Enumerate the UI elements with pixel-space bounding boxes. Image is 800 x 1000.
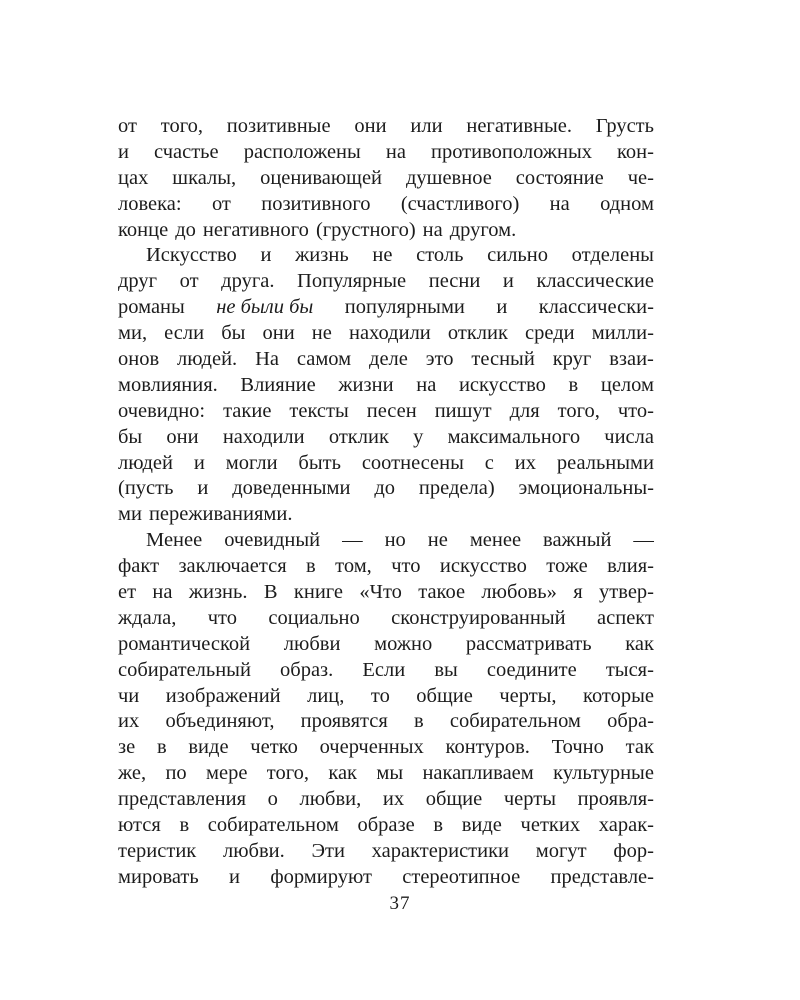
word: людей [118,451,174,474]
page-number: 37 [389,893,411,914]
word: у [413,425,424,448]
word: мы [376,762,404,785]
word: харак- [598,814,654,837]
word: виде [188,736,229,759]
word: доведенными [232,477,351,500]
word: ждала, [118,606,177,629]
word: тесный [471,348,535,371]
text-line [118,787,654,813]
word: как [328,762,358,785]
word: того, [160,115,203,137]
text-line [118,295,654,321]
word: но [384,529,406,552]
word: негативного [202,218,309,241]
word: если [164,322,205,345]
word: друга. [221,270,275,293]
word: на [385,140,406,163]
word: характеристики [371,839,510,862]
word: теристик [118,839,197,862]
word: можно [374,632,433,655]
word: четких [520,814,581,837]
word: мировать [118,865,199,888]
word: так [625,736,654,759]
word: в [306,555,316,578]
word: факт [118,555,160,578]
word: искусство [439,555,527,578]
word: образе [357,814,415,837]
word: друг [118,270,158,293]
word: заключается [178,555,287,578]
word: тыся- [605,658,654,681]
word: что [391,555,421,578]
word: до [175,218,196,241]
word: проявля- [577,788,654,811]
word: шкалы, [172,166,237,189]
word: могли [225,451,278,474]
word: они [354,115,387,137]
word: рассматривать [465,632,592,655]
word: черты, [499,684,557,707]
text-line [118,114,654,140]
word: не [372,244,393,267]
word: ются [118,814,161,837]
word: самом [296,348,352,371]
word: В [263,581,278,604]
word: негативные. [466,115,572,137]
word: целом [600,373,654,396]
text-line [118,269,654,295]
text-line [118,658,654,684]
text-line [118,347,654,373]
text-line [118,321,654,347]
word: реальными [556,451,654,474]
word: о [267,788,278,811]
text-line [118,502,654,528]
word: соедините [486,658,577,681]
word: жизнь [295,244,349,267]
text-line [118,425,654,451]
word: же, [118,762,147,785]
word: они [166,425,199,448]
word: взаи- [609,348,654,371]
word: любовь» [481,581,557,604]
text-line [118,528,654,554]
word: до [374,477,396,500]
text-line [118,761,654,787]
word: ет [118,581,137,604]
word: в [433,814,444,837]
word: Точно [551,736,604,759]
word: классические [536,270,654,293]
word: собирательном [207,814,339,837]
word: общие [425,788,483,811]
word: быть [298,451,341,474]
text-line [118,451,654,477]
text-line [118,735,654,761]
word: культурные [553,762,654,785]
word: ми [118,503,142,526]
word: утвер- [599,581,654,604]
word: их [118,710,140,733]
word: максимального [447,425,581,448]
word: их [382,788,405,811]
word: находили [348,322,431,345]
word: менее [469,529,522,552]
word: что- [617,399,654,422]
word: бы [118,425,143,448]
word: влия- [607,555,654,578]
word: от [211,192,231,215]
word: социально [268,606,360,629]
word: того, [557,399,600,422]
word: очевидно: [118,399,206,422]
word: любви [283,632,341,655]
word: душевное [405,166,492,189]
word: в [156,736,167,759]
word: в [413,710,424,733]
word: от [179,270,199,293]
word: бы [221,322,246,345]
text-line [118,166,654,192]
word: людей. [177,348,238,371]
word: на [549,192,570,215]
word: такие [223,399,272,422]
word: тексты [289,399,349,422]
word: на [152,581,173,604]
word: кон- [617,140,654,163]
word: ми, [118,322,148,345]
word: искусство [458,373,546,396]
word: лиц, [307,684,345,707]
word: и [197,477,209,500]
word: одном [600,192,654,215]
text-line [118,865,654,891]
word: сконструированный [391,606,566,629]
word: или [410,115,443,137]
word: среди [525,322,575,345]
word: Грусть [595,115,654,137]
word: и [118,140,129,163]
word: Эти [311,839,345,862]
word: расположены [243,140,361,163]
word: очерченных [319,736,424,759]
word: которые [583,684,654,707]
word: могут [535,839,587,862]
word: и [193,451,205,474]
word: находили [222,425,305,448]
text-line [118,554,654,580]
word: не [427,529,448,552]
word: очевидный [224,529,321,552]
word: в [568,373,579,396]
word: отклик [328,425,389,448]
word: как [625,632,654,655]
word: в [179,814,190,837]
word: зе [118,736,136,759]
word: отклик [447,322,508,345]
word: счастье [154,140,219,163]
word: фор- [613,839,654,862]
word: «Что [359,581,402,604]
word: черты [503,788,556,811]
word: позитивные [226,115,331,137]
word: от [118,115,137,137]
word: накапливаем [422,762,534,785]
word: деле [369,348,408,371]
word: аспект [597,606,654,629]
text-line [118,580,654,606]
word: цах [118,166,149,189]
word: противоположных [430,140,592,163]
word: проявятся [300,710,388,733]
text-line [118,709,654,735]
word: то [370,684,390,707]
word: книге [293,581,344,604]
word: обра- [607,710,654,733]
word: онов [118,348,160,371]
word: другом. [449,218,517,241]
word: представления [118,788,246,811]
text-line [118,632,654,658]
word: для [509,399,540,422]
word: жизнь. [188,581,248,604]
word: и [496,296,508,319]
word: столь [416,244,464,267]
word: че- [627,166,654,189]
word: по [165,762,187,785]
italic-phrase: не были бы [216,296,314,319]
text-line [118,839,654,865]
word: конце [118,218,169,241]
word: любви. [223,839,285,862]
text-line [118,140,654,166]
word: что [207,606,237,629]
word: я [573,581,583,604]
word: образ. [280,658,334,681]
word: любви, [299,788,362,811]
word: позитивного [261,192,371,215]
word: популярными [344,296,465,319]
word: жизни [338,373,394,396]
word: Популярные [297,270,407,293]
word: ловека: [118,192,182,215]
word: переживаниями. [148,503,293,526]
word: песни [428,270,481,293]
word: Искусство [146,244,237,267]
word: Если [362,658,406,681]
text-line [118,218,654,244]
text-line [118,373,654,399]
word: сильно [487,244,548,267]
text-line [118,192,654,218]
body-text [118,114,654,891]
word: — [342,529,363,552]
text-line [118,813,654,839]
word: пишут [434,399,492,422]
word: (грустного) [315,218,416,241]
word: Менее [146,529,203,552]
word: мере [206,762,248,785]
word: собирательный [118,658,251,681]
text-line [118,606,654,632]
word: вы [434,658,458,681]
text-line [118,399,654,425]
word: эмоциональны- [518,477,654,500]
word: не [311,322,332,345]
word: — [633,529,654,552]
word: с [484,451,494,474]
word: и [260,244,272,267]
text-line [118,684,654,710]
word: предела) [418,477,495,500]
word: на [422,218,443,241]
word: такое [418,581,466,604]
word: изображений [165,684,281,707]
word: милли- [591,322,654,345]
word: мовлияния. [118,373,218,396]
word: соотнесены [361,451,464,474]
text-line [118,243,654,269]
word: того, [266,762,309,785]
word: оценивающей [260,166,383,189]
word: чи [118,684,140,707]
word: романтической [118,632,251,655]
word: это [425,348,454,371]
word: виде [461,814,502,837]
word: их [514,451,536,474]
word: контуров. [445,736,530,759]
word: (счастливого) [400,192,520,215]
word: и [502,270,514,293]
word: круг [552,348,592,371]
word: классически- [538,296,654,319]
word: и [229,865,241,888]
word: объединяют, [165,710,275,733]
word: Влияние [240,373,316,396]
word: четко [250,736,298,759]
word: песен [366,399,417,422]
word: тоже [546,555,588,578]
word: представле- [550,865,654,888]
word: они [262,322,295,345]
word: (пусть [118,477,174,500]
word: романы [118,296,185,319]
word: стереотипное [402,865,521,888]
word: числа [604,425,654,448]
word: формируют [270,865,372,888]
word: том, [335,555,372,578]
word: на [416,373,437,396]
word: состояние [515,166,604,189]
word: На [255,348,279,371]
word: важный [543,529,612,552]
word: собирательном [449,710,581,733]
word: отделены [571,244,654,267]
text-line [118,476,654,502]
word: общие [416,684,473,707]
